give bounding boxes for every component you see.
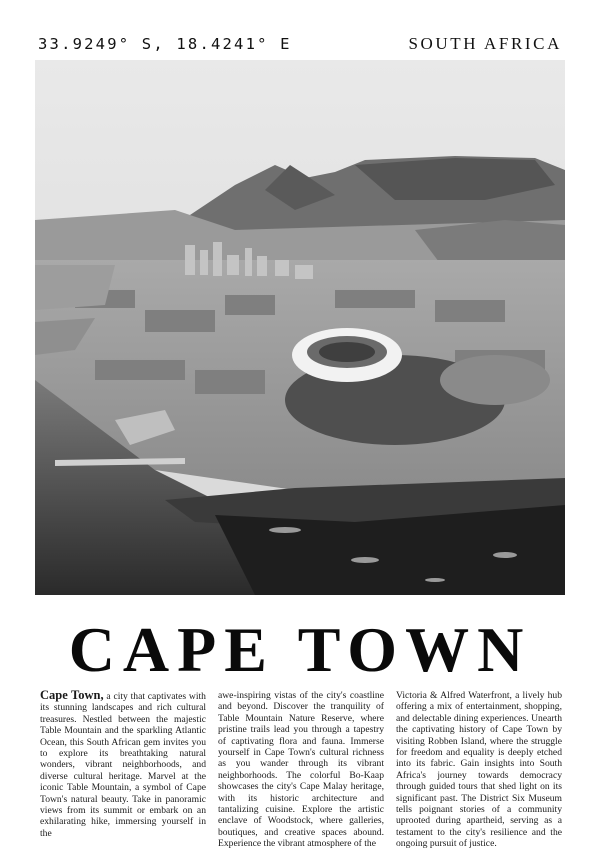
aerial-city-photo xyxy=(35,60,565,595)
lead-term: Cape Town, xyxy=(40,688,104,702)
text-column-3 xyxy=(396,690,562,850)
column-2-text: awe-inspiring vistas of the city's coastline and beyond. Discover the tranquility of Table Mountain Nature Reserve, where pristine trails lead you through a tapestry of captivating flora and fauna. Immerse yourself in Cape Town's cultural richness as you wander through its vibrant neighborhoods. The colorful Bo-Kaap showcases the city's Cape Malay heritage, with its historic architecture and tantalizing cuisine. Explore the artistic enclave of Woodstock, where galleries, boutiques, and creative spaces abound. Experience the vibrant atmosphere of the xyxy=(218,690,384,850)
column-1-text: a city that captivates with its stunning landscapes and rich cultural treasures. Nestled between the majestic Table Mountain and the sparkling Atlantic Ocean, this South African gem invites you to explore its breathtaking natural wonders, vibrant neighborhoods, and diverse cultural heritage. Marvel at the iconic Table Mountain, a symbol of Cape Town's natural beauty. Take in panoramic views from its summit or embark on an exhilarating hike, immersing yourself in the xyxy=(40,691,206,839)
coordinates-label: 33.9249° S, 18.4241° E xyxy=(38,35,292,53)
photo-illustration xyxy=(35,60,565,595)
description-text xyxy=(40,688,562,850)
text-column-1 xyxy=(40,688,206,839)
header-bar xyxy=(38,33,562,55)
column-3-text: Victoria & Alfred Waterfront, a lively hub offering a mix of entertainment, shopping, and delectable dining experiences. Unearth the captivating history of Cape Town by visiting Robben Island, where the struggle for freedom and equality is deeply etched into its fabric. Gain insights into South Africa's journey towards democracy through guided tours that shed light on its significant past. The District Six Museum tells poignant stories of a community uprooted during apartheid, serving as a testament to the city's resilience and the ongoing pursuit of justice. xyxy=(396,690,562,850)
text-column-2 xyxy=(218,690,384,850)
page-title: CAPE TOWN xyxy=(68,614,532,685)
country-label: SOUTH AFRICA xyxy=(408,34,562,53)
